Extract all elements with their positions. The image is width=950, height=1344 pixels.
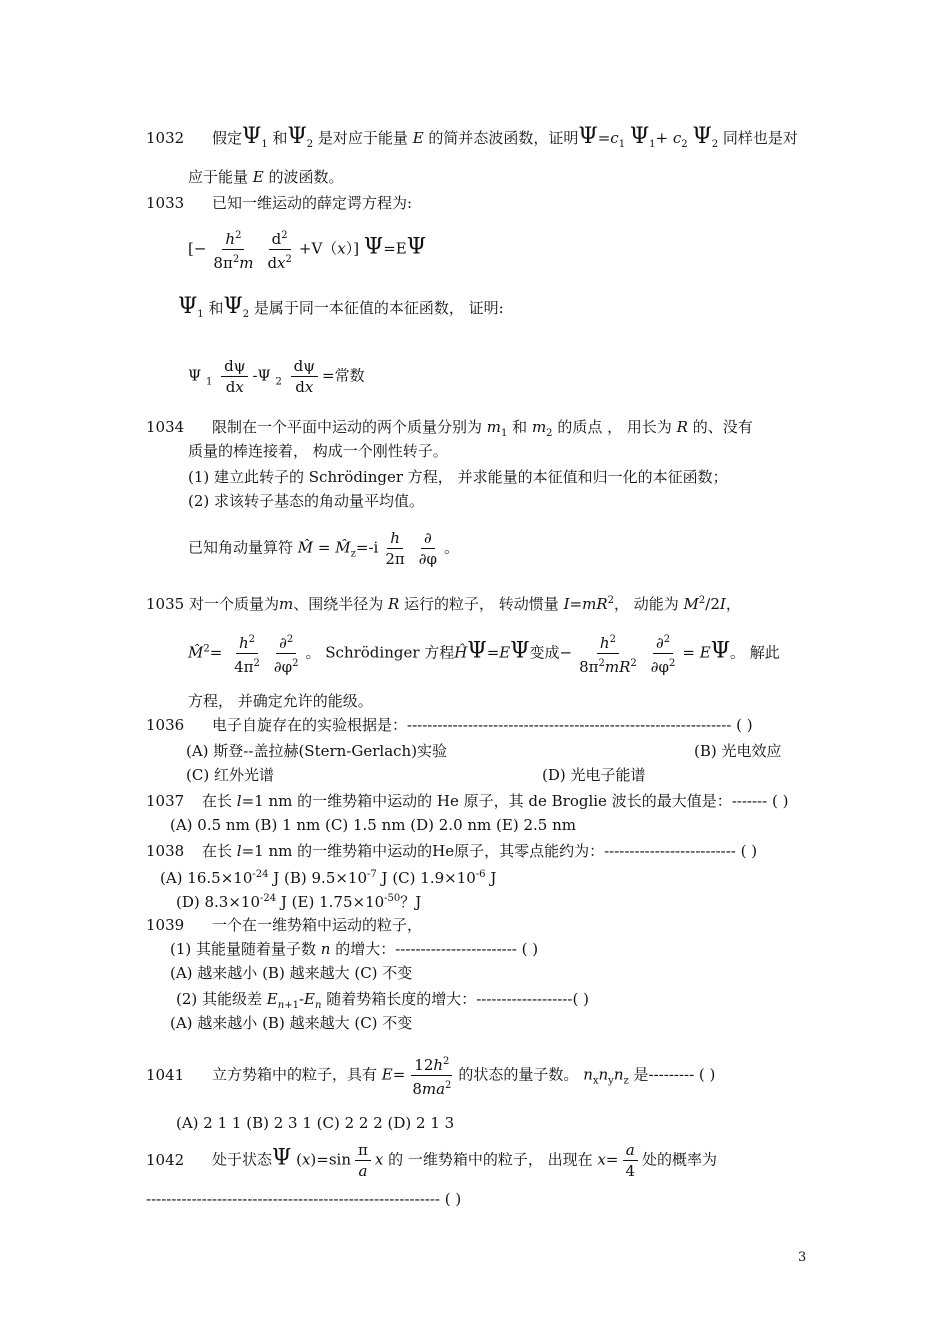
page-number: 3 bbox=[798, 1250, 807, 1265]
problem-1034: 1034 限制在一个平面中运动的两个质量分别为 $m_1$ 和 $m_2$ 的质点 ， 用长为 R 的、没有 bbox=[146, 418, 753, 439]
option-1036-b: (B) 光电效应 bbox=[694, 742, 782, 760]
problem-1033: 1033 已知一维运动的薛定谔方程为: bbox=[146, 194, 413, 212]
problem-1033-line2: $\Psi_1$ 和$\Psi_2$ 是属于同一本征值的本征函数， 证明: bbox=[178, 294, 504, 320]
problem-1039-s1: (1) 其能量随着量子数 n 的增大：------------------------ ( ) bbox=[170, 940, 539, 958]
options-1038-row2: (D) $8.3\times 10^{-24}$ J (E) $1.75\times 10^{-50}$？J bbox=[176, 893, 422, 911]
schrodinger-eq-1033: [− $\frac{h^2}{8\pi^2m}$ $\frac{d^2}{dx^2}$ +V（x）] Ψ=EΨ bbox=[188, 226, 426, 273]
option-1036-c: (C) 红外光谱 bbox=[186, 766, 274, 784]
angular-momentum-operator: 已知角动量算符 M̂ = $M̂_z=-i$ $\frac{h}{2\pi}$ $\frac{\partial}{\partial\varphi}$ 。 bbox=[188, 529, 460, 568]
problem-1041: 1041 立方势箱中的粒子，具有 E= $\frac{12h^2}{8ma^2}$ 的状态的量子数。 $n_xn_yn_z$ 是--------- ( ) bbox=[146, 1052, 715, 1099]
problem-1034-q2: (2) 求该转子基态的角动量平均值。 bbox=[188, 492, 425, 510]
options-1039-s2: (A) 越来越小 (B) 越来越大 (C) 不变 bbox=[170, 1014, 413, 1032]
problem-1035-eq: M̂$^2$= $\frac{h^2}{4\pi^2}$ $\frac{\partial^2}{\partial\varphi^2}$ 。 Schrödinger 方程ĤΨ=EΨ变成− $\frac{h^2}{8\pi^2mR^2}$ $\frac{\partial^2}{\partial\varphi^2}$ = EΨ。 解此 bbox=[188, 630, 780, 677]
options-1041: (A) 2 1 1 (B) 2 3 1 (C) 2 2 2 (D) 2 1 3 bbox=[176, 1114, 455, 1132]
problem-1034-cont: 质量的棒连接着， 构成一个刚性转子。 bbox=[188, 442, 448, 460]
problem-1036: 1036 电子自旋存在的实验根据是：---------------------------------------------------------------- ( ) bbox=[146, 716, 753, 734]
option-1036-a: (A) 斯登--盖拉赫(Stern-Gerlach)实验 bbox=[186, 742, 448, 760]
problem-1037: 1037 在长 l=1 nm 的一维势箱中运动的 He 原子，其 de Broglie 波长的最大值是：------- ( ) bbox=[146, 792, 789, 810]
options-1038-row1: (A) $16.5\times 10^{-24}$ J (B) $9.5\times 10^{-7}$ J (C) $1.9\times 10^{-6}$ J bbox=[160, 869, 497, 887]
problem-1035: 1035 对一个质量为m、围绕半径为 R 运行的粒子， 转动惯量 $I=mR^2$， 动能为 $M^2/2I$， bbox=[146, 595, 741, 613]
options-1039-s1: (A) 越来越小 (B) 越来越大 (C) 不变 bbox=[170, 964, 413, 982]
problem-1032-cont: 应于能量 E 的波函数。 bbox=[188, 168, 344, 186]
problem-1042-cont: ---------------------------------------------------------- ( ) bbox=[146, 1190, 462, 1208]
problem-1039: 1039 一个在一维势箱中运动的粒子， bbox=[146, 916, 423, 934]
problem-1032: 1032 假定$\Psi_1$ 和$\Psi_2$ 是对应于能量 E 的简并态波函数，证明$\Psi=c_1$ $\Psi_1+ c_2$ $\Psi_2$ 同样也是对 bbox=[146, 124, 798, 150]
wronskian-eq: Ψ $_1$ $\frac{d\psi}{dx}$ -Ψ $_2$ $\frac{d\psi}{dx}$ =常数 bbox=[188, 357, 365, 396]
options-1037: (A) 0.5 nm (B) 1 nm (C) 1.5 nm (D) 2.0 nm (E) 2.5 nm bbox=[170, 816, 576, 834]
problem-1042: 1042 处于状态Ψ (x)=sin $\frac{\pi}{a}$ x 的 一维势箱中的粒子， 出现在 x= $\frac{a}{4}$ 处的概率为 bbox=[146, 1141, 717, 1180]
option-1036-d: (D) 光电子能谱 bbox=[542, 766, 646, 784]
problem-1035-cont: 方程， 并确定允许的能级。 bbox=[188, 692, 373, 710]
problem-1034-q1: (1) 建立此转子的 Schrödinger 方程， 并求能量的本征值和归一化的本征函数； bbox=[188, 468, 728, 486]
problem-1038: 1038 在长 l=1 nm 的一维势箱中运动的He原子，其零点能约为：-------------------------- ( ) bbox=[146, 842, 758, 860]
problem-1039-s2: (2) 其能级差 $E_{n+1}-E_n$ 随着势箱长度的增大：-------------------( ) bbox=[176, 990, 589, 1011]
